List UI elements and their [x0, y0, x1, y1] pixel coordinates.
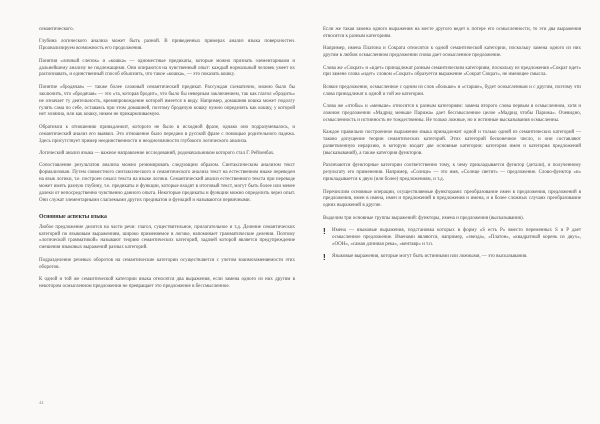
paragraph: Каждое правильно построенное выражение языка принадлежит одной и только одной из семантических категорий — таково допущение теории семантических категорий. Этих категорий бесконечное число, и они составляют разветвленную иерархию, в которую входят две основные категории: категория имен и категория предложений (высказываний), а также категория функторов. — [323, 130, 581, 156]
paragraph: Любое предложение делится на части речи: глагол, существительное, прилагательное и т.д. Деление семантических категорий по языковым выражениям, широко применяемое в логике, напоминает грамматические деления. Поэтому «логической грамматикой» называют теорию семантических категорий, задачей которой является предупреждение смешения языковых выражений разных категорий. — [39, 224, 295, 251]
paragraph: Понятия «личный слепок» и «кошка» — одноместные предикаты, которые можно признать элементарными и дальнейшему анализу не подлежащими. Они опираются на чувственный опыт: каждый нормальный человек умеет их распознавать, и единственный способ объяснить, что такое «кошка», — это показать кошку. — [39, 58, 295, 78]
list-item — [323, 228, 581, 249]
paragraph: Всякое предложение, осмысленное с одним из слов «больше» и «старше», будет осмысленным и с другим, поэтому эти слова принадлежат к одной и той же категории. — [323, 84, 581, 97]
paragraph: Обратимся к отношению принадлежит, которого не было в исходной фразе, однако оно подразумевалось, и семантический анализ его выявил. Это отношение было передано в русской фразе с помощью родительного падежа. Здесь присутствует пример неединственности и неоднозначности глубокого логического анализа. — [39, 124, 295, 144]
paragraph: Сопоставление результатов анализа можно резюмировать следующим образом. Синтаксическим анализом текст формализован. Путем совместного синтаксического и семантического анализа текст на естественном языке переведен на язык логики, т.е. построен смысл текста на языке логики. Семантический анализ естественного текста при переводе может иметь разную глубину, т.е. предикаты и функции, которые входят в итоговый текст, могут быть более или менее далеки от непосредственно чувственно данного опыта. Некоторые предикаты и функции можно определить через опыт. Они служат элементарными слагаемыми других предикатов и функций и называются первичными. — [39, 163, 295, 203]
paragraph: Подразделение речевых оборотов на семантические категории осуществляется с учетом взаимозаменяемости этих оборотов. — [39, 257, 295, 270]
paragraph: Слова же «Сократ» и «идет» принадлежат разным семантическим категориям, поскольку из предложения «Сократ идет» при замене слова «идет» словом «Сократ» образуется выражение «Сократ Сократ», не имеющее смысла. — [323, 65, 581, 78]
page-left — [39, 27, 295, 296]
section-heading: Основные аспекты языка — [39, 213, 107, 220]
item-text: Языковые выражения, которые могут быть истинными или ложными, — это высказывания. — [332, 254, 528, 260]
page-right — [323, 27, 581, 268]
paragraph: Понятие «бродячая» — также более сложный семантический предикат. Рассуждая схематично, можно было бы заключить, что «бродячая» — это «та, которая бродит», что было бы неверным заключением, так как глагол «бродить» не означает ту деятельность, времяпровождение которой имеется в виду. Например, домашняя кошка может подолгу гулять сама по себе, оставаясь при этом домашней, поэтому бродячую кошку нужно определять как кошку, у которой нет хозяина, или как кошку, никем не прикармливаемую. — [39, 84, 295, 118]
paragraph: Различаются функторные категории соответственно тому, к чему прикладывается функтор (детали), и полученному результату его применения. Например, «Солнце» — это имя, «Солнце светит» — предложение. Слово-функтор «и» прикладывается к двум (или более) предложениям, и т.д. — [323, 163, 581, 183]
paragraph: Перечислим основные операции, осуществляемые функторами: преобразование имен в предложения, предложений в предложения, имен в имена, имен и предложений в предложения и имена, и в более сложных случаях преобразование одних выражений в другие. — [323, 189, 581, 209]
paragraph: семантического. — [39, 27, 74, 32]
paragraph: Глубина логического анализа может быть разной. В приведенных примерах анализ языка поверхностен. Проанализируем возможность его продолжения. — [39, 39, 295, 52]
item-marker: ! — [323, 227, 326, 237]
paragraph: Логический анализ языка — важное направление исследований, родоначальником которого стал Г. Рейхенбах. — [39, 150, 275, 156]
paragraph: Например, имена Платона и Сократа относятся к одной семантической категории, поскольку замена одного из них другим в любом осмысленном предложении снова дает осмысленное предложение. — [323, 46, 581, 59]
list-item — [323, 254, 581, 262]
item-text: Имена — языковые выражения, подстановка которых в форму «S есть P» вместо переменных S и P дает осмысленное предложение. Именами являются, например, «звезда», «Платон», «квадратный корень из двух», «ООН», «самая длинная река», «кентавр» и т.п. — [332, 228, 581, 247]
paragraph: Если же такая замена одного выражения на месте другого ведет к потере его осмысленности, то эти два выражения относятся к разным категориям. — [323, 27, 581, 39]
page-number: 44 — [39, 400, 44, 405]
item-marker: ! — [323, 253, 326, 263]
paragraph: Выделим три основные группы выражений: функторы, имена и предложения (высказывания). — [323, 215, 524, 221]
paragraph: К одной и той же семантической категории языка относятся два выражения, если замена одного из них другим в некотором осмысленном предложении не превращает это предложение в бессмысленное. — [39, 277, 295, 289]
paragraph: Слова же «чтобы» и «меньше» относятся к разным категориям: замена второго слова первым в осмысленном, хотя и ложном предложении «Мадрид меньше Парижа» дает бессмысленное целое «Мадрид чтобы Парижа». Очевидно, осмысленность и истинность не тождественны. Не только ложные, но и истинные высказывания осмысленны. — [323, 104, 581, 123]
